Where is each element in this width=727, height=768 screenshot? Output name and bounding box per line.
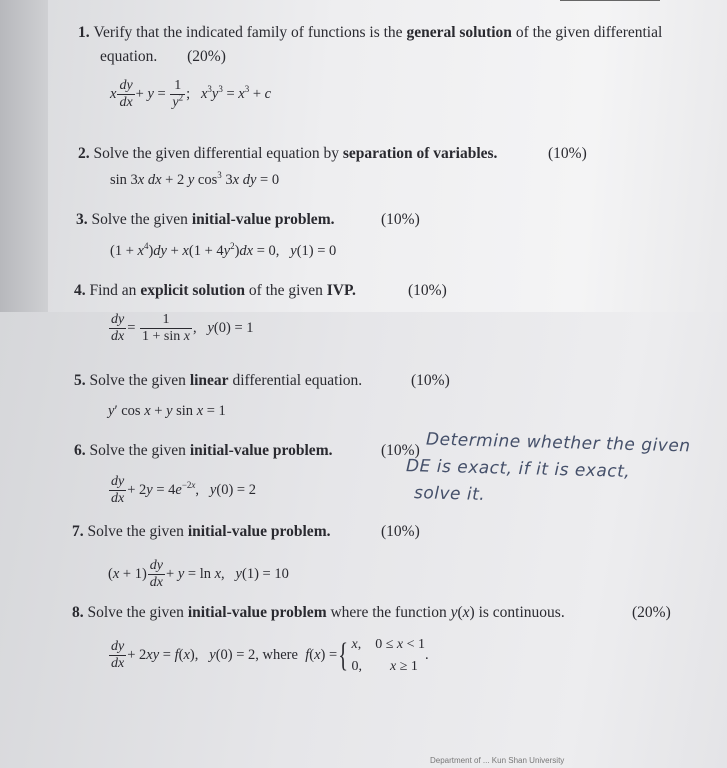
problem-3-equation: $(1 + x^4)dy + x(1 + 4y^2)dx = 0$, y(1) = 0 [110,241,337,259]
problem-4-equation: $\frac{dy}{dx}$ = $\frac{1}{\text{1 + sin x}}$ , y(0) = 1 [111,312,254,345]
problem-number: 1. [78,24,94,41]
problem-7-percent: (10%) [381,523,420,540]
problem-7-text: 7. Solve the given initial-value problem. [72,523,331,540]
problem-7-equation: (x + 1) $\frac{dy}{dx}$ + y = ln x, y(1) = 10 [108,558,289,591]
handwritten-note-line-1: Determine whether the given [425,429,691,457]
problem-1-text-line2: equation. (20%) [100,48,226,65]
problem-4-percent: (10%) [408,282,447,299]
top-rule [560,0,660,1]
handwritten-note-line-2: DE is exact, if it is exact, [405,456,631,482]
problem-3-percent: (10%) [381,211,420,228]
page-footer: Department of ... Kun Shan University [430,756,565,765]
problem-5-equation: y′ cos x + y sin x = 1 [108,403,226,419]
problem-6-equation: $\frac{dy}{dx}$ + $2y = 4e^{-2x}$, y(0) = 2 [111,474,256,507]
problem-5-percent: (10%) [411,372,450,389]
problem-8-equation: $\frac{dy}{dx}$ + 2xy = f(x), y(0) = 2, where f(x) ={ x, 0 ≤ x < 1 0, x ≥ 1. [111,636,429,674]
problem-1-text: 1. Verify that the indicated family of functions is the general solution of the given differential [78,24,663,41]
problem-2-percent: (10%) [548,145,587,162]
sheet-shadow-strip [0,0,48,312]
problem-8-percent: (20%) [632,604,671,621]
handwritten-note-line-3: solve it. [413,483,486,505]
problem-2-equation: sin 3x dx + 2 y $\cos^3 3x$ dy = 0 [110,170,280,188]
problem-4-text: 4. Find an explicit solution of the given IVP. [74,282,356,299]
problem-6-percent: (10%) [381,442,420,459]
problem-2-text: 2. Solve the given differential equation by separation of variables. [78,145,498,162]
problem-5-text: 5. Solve the given linear differential equation. [74,372,363,389]
problem-6-text: 6. Solve the given initial-value problem. [74,442,333,459]
problem-8-text: 8. Solve the given initial-value problem where the function y(x) is continuous. [72,604,565,621]
problem-1-percent: (20%) [187,48,226,65]
problem-1-equation: x $\frac{dy}{dx}$ + y = $\frac{1}{y^2}$ ; $x^3y^3 = x^3 + c$ [110,78,272,111]
problem-3-text: 3. Solve the given initial-value problem. [76,211,335,228]
